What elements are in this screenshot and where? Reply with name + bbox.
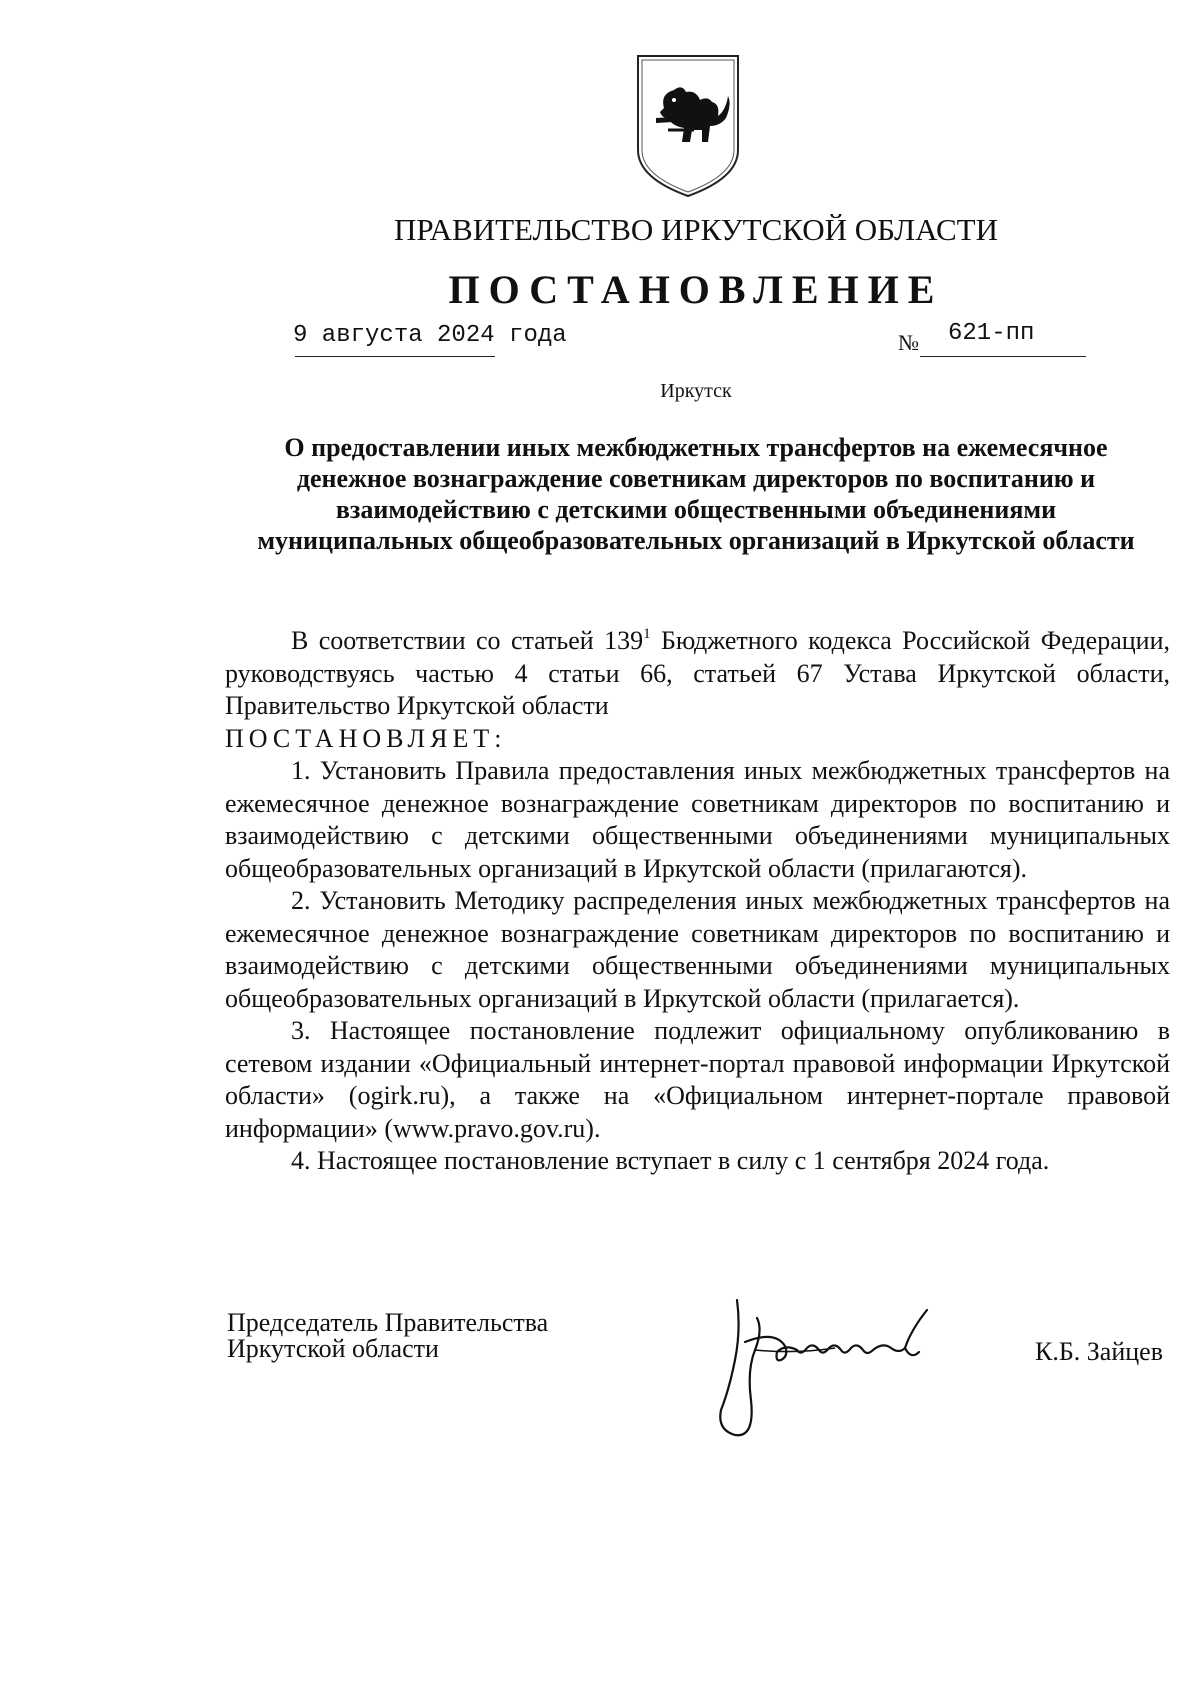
date-underline	[295, 356, 495, 357]
item-3: 3. Настоящее постановление подлежит официальному опубликованию в сетевом издании «Официальный интернет-портал правовой информации Иркутской области» (ogirk.ru), а также на «Официальном интернет-портале правовой информации» (www.pravo.gov.ru).	[225, 1016, 1170, 1143]
preamble-start: В соответствии со статьей 139	[291, 626, 644, 655]
number-underline	[920, 356, 1086, 357]
document-body	[225, 625, 1170, 1178]
signer-position	[227, 1310, 548, 1362]
city: Иркутск	[660, 380, 732, 402]
organization-name: ПРАВИТЕЛЬСТВО ИРКУТСКОЙ ОБЛАСТИ	[393, 212, 998, 247]
document-title: О предоставлении иных межбюджетных трансфертов на ежемесячное денежное вознаграждение советникам директоров по воспитанию и взаимодействию с детскими общественными объединениями муниципальных общеобразовательных организаций в Иркутской области	[257, 433, 1135, 555]
resolves-heading: ПОСТАНОВЛЯЕТ:	[225, 723, 507, 753]
item-1: 1. Установить Правила предоставления иных межбюджетных трансфертов на ежемесячное денежное вознаграждение советникам директоров по воспитанию и взаимодействию с детскими общественными объединениями муниципальных общеобразовательных организаций в Иркутской области (прилагаются).	[225, 756, 1170, 883]
superscript: 1	[643, 626, 651, 642]
signer-name: К.Б. Зайцев	[1035, 1337, 1163, 1366]
item-2: 2. Установить Методику распределения иных межбюджетных трансфертов на ежемесячное денежное вознаграждение советникам директоров по воспитанию и взаимодействию с детскими общественными объединениями муниципальных общеобразовательных организаций в Иркутской области (прилагается).	[225, 886, 1170, 1013]
number-sign: №	[898, 330, 919, 355]
preamble-end: Бюджетного кодекса Российской Федерации, руководствуясь частью 4 статьи 66, статьей 67 Устава Иркутской области, Правительство Иркутской области	[225, 626, 1170, 720]
preamble	[225, 625, 1170, 723]
item-4: 4. Настоящее постановление вступает в силу с 1 сентября 2024 года.	[291, 1146, 1050, 1175]
handwritten-signature	[715, 1290, 985, 1440]
signer-position-line1: Председатель Правительства	[227, 1308, 549, 1337]
coat-of-arms-icon	[634, 50, 742, 198]
document-type: ПОСТАНОВЛЕНИЕ	[448, 267, 944, 312]
document-date: 9 августа 2024 года	[293, 322, 567, 349]
document-number: 621-пп	[948, 320, 1035, 347]
signer-position-line2: Иркутской области	[227, 1334, 439, 1363]
